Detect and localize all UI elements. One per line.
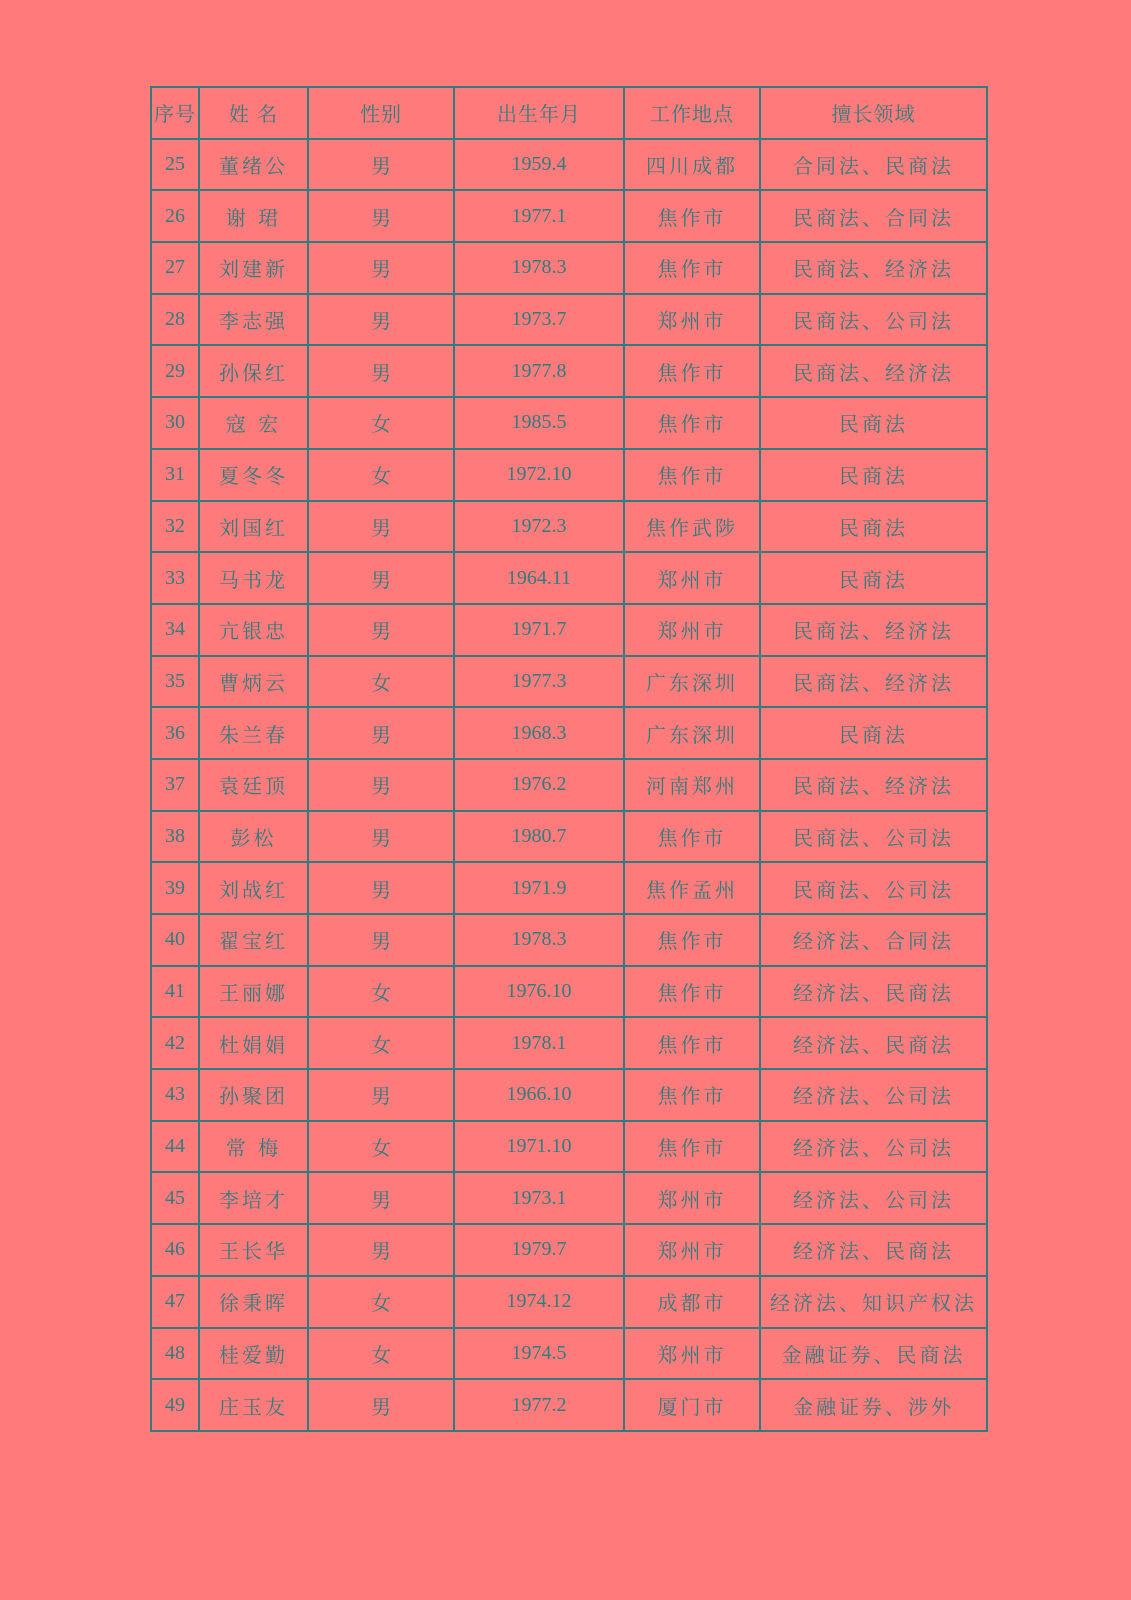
row-birth-date: 1977.1 — [454, 190, 624, 242]
row-gender: 男 — [308, 1224, 454, 1276]
row-name: 常 梅 — [199, 1121, 308, 1173]
table-row — [151, 1121, 987, 1173]
row-index: 37 — [151, 759, 199, 811]
table-row — [151, 397, 987, 449]
row-gender: 女 — [308, 1328, 454, 1380]
row-gender: 女 — [308, 966, 454, 1018]
table-row — [151, 1379, 987, 1431]
row-name: 孙保红 — [199, 345, 308, 397]
row-work-location: 焦作市 — [624, 1017, 760, 1069]
row-work-location: 广东深圳 — [624, 656, 760, 708]
table-row — [151, 139, 987, 191]
table-row — [151, 656, 987, 708]
table-row — [151, 1328, 987, 1380]
row-birth-date: 1973.1 — [454, 1172, 624, 1224]
row-birth-date: 1978.3 — [454, 242, 624, 294]
row-birth-date: 1971.10 — [454, 1121, 624, 1173]
row-work-location: 焦作市 — [624, 190, 760, 242]
row-index: 42 — [151, 1017, 199, 1069]
row-specialty: 民商法、公司法 — [760, 811, 987, 863]
row-name: 寇 宏 — [199, 397, 308, 449]
row-index: 25 — [151, 139, 199, 191]
row-work-location: 焦作市 — [624, 914, 760, 966]
row-gender: 女 — [308, 656, 454, 708]
row-gender: 男 — [308, 190, 454, 242]
row-work-location: 焦作市 — [624, 1069, 760, 1121]
row-index: 41 — [151, 966, 199, 1018]
row-birth-date: 1976.2 — [454, 759, 624, 811]
row-index: 45 — [151, 1172, 199, 1224]
row-name: 曹炳云 — [199, 656, 308, 708]
row-specialty: 民商法 — [760, 449, 987, 501]
row-index: 30 — [151, 397, 199, 449]
row-index: 44 — [151, 1121, 199, 1173]
table-row — [151, 242, 987, 294]
row-birth-date: 1978.1 — [454, 1017, 624, 1069]
table-row — [151, 552, 987, 604]
row-birth-date: 1971.7 — [454, 604, 624, 656]
row-name: 杜娟娟 — [199, 1017, 308, 1069]
row-work-location: 厦门市 — [624, 1379, 760, 1431]
row-gender: 男 — [308, 862, 454, 914]
row-name: 孙聚团 — [199, 1069, 308, 1121]
row-specialty: 经济法、公司法 — [760, 1172, 987, 1224]
row-birth-date: 1966.10 — [454, 1069, 624, 1121]
row-birth-date: 1964.11 — [454, 552, 624, 604]
row-specialty: 民商法 — [760, 707, 987, 759]
row-work-location: 焦作武陟 — [624, 501, 760, 553]
row-index: 32 — [151, 501, 199, 553]
row-specialty: 民商法、经济法 — [760, 604, 987, 656]
row-work-location: 四川成都 — [624, 139, 760, 191]
row-specialty: 经济法、民商法 — [760, 1017, 987, 1069]
row-name: 马书龙 — [199, 552, 308, 604]
row-gender: 男 — [308, 501, 454, 553]
row-index: 39 — [151, 862, 199, 914]
row-gender: 女 — [308, 1276, 454, 1328]
row-name: 李志强 — [199, 294, 308, 346]
row-birth-date: 1959.4 — [454, 139, 624, 191]
row-gender: 男 — [308, 345, 454, 397]
table-row — [151, 811, 987, 863]
row-name: 李培才 — [199, 1172, 308, 1224]
row-work-location: 焦作市 — [624, 345, 760, 397]
header-gender: 性别 — [308, 87, 454, 139]
row-gender: 男 — [308, 914, 454, 966]
row-name: 桂爱勤 — [199, 1328, 308, 1380]
row-specialty: 经济法、知识产权法 — [760, 1276, 987, 1328]
row-index: 27 — [151, 242, 199, 294]
row-index: 34 — [151, 604, 199, 656]
row-index: 36 — [151, 707, 199, 759]
table-row — [151, 190, 987, 242]
table-row — [151, 1069, 987, 1121]
row-birth-date: 1985.5 — [454, 397, 624, 449]
row-index: 35 — [151, 656, 199, 708]
row-birth-date: 1977.2 — [454, 1379, 624, 1431]
row-specialty: 民商法、经济法 — [760, 759, 987, 811]
table-row — [151, 604, 987, 656]
row-work-location: 郑州市 — [624, 1172, 760, 1224]
row-name: 刘建新 — [199, 242, 308, 294]
row-index: 33 — [151, 552, 199, 604]
row-name: 袁廷顶 — [199, 759, 308, 811]
row-name: 朱兰春 — [199, 707, 308, 759]
row-name: 王丽娜 — [199, 966, 308, 1018]
row-name: 翟宝红 — [199, 914, 308, 966]
table-body — [151, 139, 987, 1431]
row-index: 31 — [151, 449, 199, 501]
table-row — [151, 1017, 987, 1069]
row-birth-date: 1972.10 — [454, 449, 624, 501]
table-row — [151, 707, 987, 759]
row-gender: 男 — [308, 604, 454, 656]
table-row — [151, 862, 987, 914]
table-row — [151, 501, 987, 553]
row-index: 47 — [151, 1276, 199, 1328]
row-index: 29 — [151, 345, 199, 397]
row-name: 王长华 — [199, 1224, 308, 1276]
row-index: 40 — [151, 914, 199, 966]
row-gender: 男 — [308, 242, 454, 294]
row-index: 26 — [151, 190, 199, 242]
row-gender: 女 — [308, 1017, 454, 1069]
row-work-location: 焦作孟州 — [624, 862, 760, 914]
row-work-location: 焦作市 — [624, 242, 760, 294]
row-work-location: 郑州市 — [624, 604, 760, 656]
header-name: 姓 名 — [199, 87, 308, 139]
row-birth-date: 1979.7 — [454, 1224, 624, 1276]
row-specialty: 民商法、公司法 — [760, 862, 987, 914]
table-row — [151, 966, 987, 1018]
row-birth-date: 1976.10 — [454, 966, 624, 1018]
row-work-location: 焦作市 — [624, 397, 760, 449]
row-name: 徐秉晖 — [199, 1276, 308, 1328]
table-row — [151, 1276, 987, 1328]
row-work-location: 河南郑州 — [624, 759, 760, 811]
row-specialty: 经济法、民商法 — [760, 1224, 987, 1276]
table-row — [151, 345, 987, 397]
row-specialty: 经济法、民商法 — [760, 966, 987, 1018]
table-row — [151, 294, 987, 346]
row-specialty: 金融证券、民商法 — [760, 1328, 987, 1380]
row-gender: 女 — [308, 1121, 454, 1173]
header-specialty: 擅长领域 — [760, 87, 987, 139]
row-birth-date: 1974.12 — [454, 1276, 624, 1328]
row-specialty: 民商法、经济法 — [760, 345, 987, 397]
table-row — [151, 1224, 987, 1276]
row-specialty: 民商法 — [760, 397, 987, 449]
table-header-row — [151, 87, 987, 139]
row-gender: 女 — [308, 397, 454, 449]
row-work-location: 焦作市 — [624, 449, 760, 501]
row-index: 46 — [151, 1224, 199, 1276]
row-gender: 男 — [308, 1172, 454, 1224]
row-name: 亢银忠 — [199, 604, 308, 656]
row-gender: 男 — [308, 811, 454, 863]
row-gender: 男 — [308, 294, 454, 346]
row-index: 49 — [151, 1379, 199, 1431]
lawyer-roster-table — [150, 86, 988, 1432]
row-index: 43 — [151, 1069, 199, 1121]
row-work-location: 焦作市 — [624, 811, 760, 863]
row-specialty: 经济法、合同法 — [760, 914, 987, 966]
row-specialty: 民商法、公司法 — [760, 294, 987, 346]
row-gender: 男 — [308, 1379, 454, 1431]
row-birth-date: 1980.7 — [454, 811, 624, 863]
row-work-location: 成都市 — [624, 1276, 760, 1328]
row-work-location: 焦作市 — [624, 1121, 760, 1173]
row-specialty: 经济法、公司法 — [760, 1069, 987, 1121]
row-name: 夏冬冬 — [199, 449, 308, 501]
row-work-location: 郑州市 — [624, 1224, 760, 1276]
row-gender: 男 — [308, 759, 454, 811]
row-specialty: 民商法、经济法 — [760, 242, 987, 294]
row-index: 28 — [151, 294, 199, 346]
row-birth-date: 1972.3 — [454, 501, 624, 553]
row-specialty: 民商法 — [760, 501, 987, 553]
table-row — [151, 914, 987, 966]
table-row — [151, 759, 987, 811]
row-work-location: 郑州市 — [624, 294, 760, 346]
row-gender: 男 — [308, 1069, 454, 1121]
row-work-location: 郑州市 — [624, 1328, 760, 1380]
row-specialty: 经济法、公司法 — [760, 1121, 987, 1173]
row-gender: 男 — [308, 552, 454, 604]
row-name: 谢 珺 — [199, 190, 308, 242]
row-birth-date: 1974.5 — [454, 1328, 624, 1380]
row-index: 38 — [151, 811, 199, 863]
row-birth-date: 1978.3 — [454, 914, 624, 966]
header-index: 序号 — [151, 87, 199, 139]
table-row — [151, 1172, 987, 1224]
row-birth-date: 1968.3 — [454, 707, 624, 759]
row-specialty: 民商法、经济法 — [760, 656, 987, 708]
row-birth-date: 1971.9 — [454, 862, 624, 914]
row-birth-date: 1977.8 — [454, 345, 624, 397]
row-name: 董绪公 — [199, 139, 308, 191]
row-specialty: 金融证券、涉外 — [760, 1379, 987, 1431]
row-gender: 男 — [308, 707, 454, 759]
row-name: 刘战红 — [199, 862, 308, 914]
header-work-location: 工作地点 — [624, 87, 760, 139]
row-birth-date: 1977.3 — [454, 656, 624, 708]
row-name: 庄玉友 — [199, 1379, 308, 1431]
row-specialty: 合同法、民商法 — [760, 139, 987, 191]
row-gender: 女 — [308, 449, 454, 501]
table-row — [151, 449, 987, 501]
row-specialty: 民商法、合同法 — [760, 190, 987, 242]
row-birth-date: 1973.7 — [454, 294, 624, 346]
row-gender: 男 — [308, 139, 454, 191]
row-name: 刘国红 — [199, 501, 308, 553]
row-name: 彭松 — [199, 811, 308, 863]
row-index: 48 — [151, 1328, 199, 1380]
header-birth-date: 出生年月 — [454, 87, 624, 139]
row-work-location: 焦作市 — [624, 966, 760, 1018]
row-specialty: 民商法 — [760, 552, 987, 604]
row-work-location: 郑州市 — [624, 552, 760, 604]
row-work-location: 广东深圳 — [624, 707, 760, 759]
